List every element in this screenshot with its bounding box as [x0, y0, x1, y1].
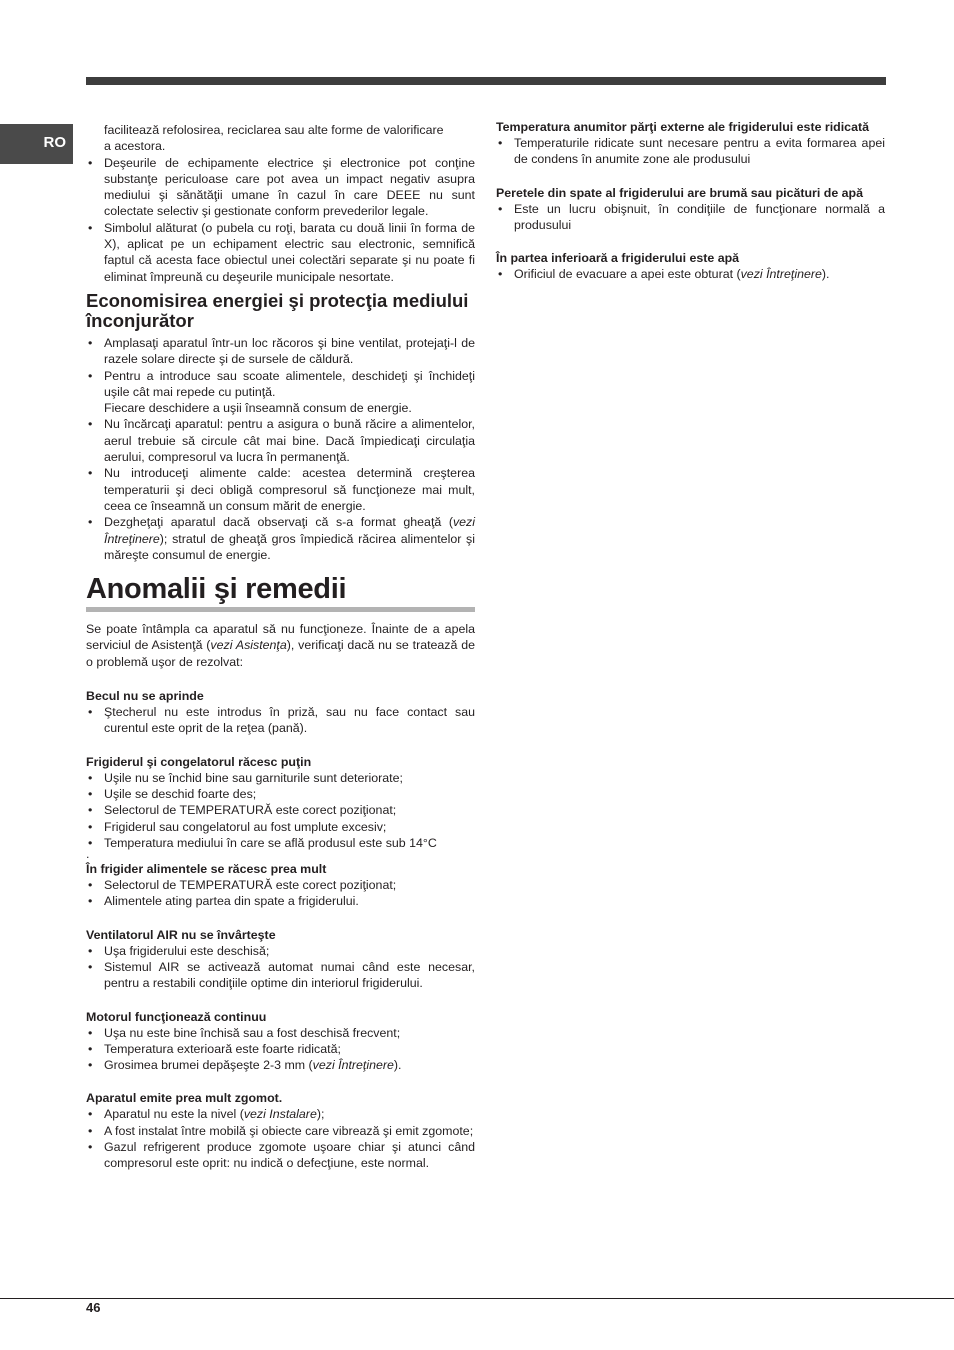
- section-title: Aparatul emite prea mult zgomot.: [86, 1091, 283, 1106]
- list-item: • Temperatura exterioară este foarte ridicată;: [86, 1041, 475, 1057]
- water-list: [496, 266, 885, 282]
- external-list: [496, 135, 885, 168]
- list-item: • Grosimea brumei depăşeşte 2-3 mm (vezi Întreţinere).: [86, 1057, 475, 1073]
- list-item: • Simbolul alăturat (o pubela cu roţi, barata cu două linii în forma de X), aplicat pe un echipament electric sau electronic, semnifică faptul că acesta face obiectul unei colectări separate şi nu poate fi eliminat împreună cu deşeurile municipale nesortate.: [86, 220, 475, 285]
- frost-list: [496, 201, 885, 234]
- page-title: Anomalii şi remedii: [86, 573, 475, 612]
- list-item: • Uşa frigiderului este deschisă;: [86, 943, 475, 959]
- noise-list: [86, 1106, 475, 1171]
- list-item: • Pentru a introduce sau scoate alimentele, deschideţi şi închideţi uşile cât mai repede cu putinţă. Fiecare deschidere a uşii înseamnă consum de energie.: [86, 368, 475, 417]
- stray-dot: .: [86, 847, 90, 862]
- list-item: • Selectorul de TEMPERATURĂ este corect poziţionat;: [86, 877, 475, 893]
- list-item: • Uşile nu se închid bine sau garniturile sunt deteriorate;: [86, 770, 475, 786]
- cool-much-list: [86, 877, 475, 910]
- list-item: • Aparatul nu este la nivel (vezi Instalare);: [86, 1106, 475, 1122]
- top-rule: [86, 77, 886, 85]
- energy-heading: Economisirea energiei şi protecţia mediului înconjurător: [86, 289, 469, 331]
- section-title: Peretele din spate al frigiderului are brumă sau picături de apă: [496, 185, 864, 200]
- list-item: • Alimentele ating partea din spate a frigiderului.: [86, 893, 475, 909]
- list-item: • Nu introduceţi alimente calde: acestea determină creşterea temperaturii şi deci obligă compresorul să funcţioneze mai mult, ceea ce înseamnă un consum mărit de energie.: [86, 465, 475, 514]
- list-item: • Dezgheţaţi aparatul dacă observaţi că s-a format gheaţă (vezi Întreţinere); stratul de gheaţă gros împiedică răcirea alimentelor şi măreşte consumul de energie.: [86, 514, 475, 563]
- section-title: Frigiderul şi congelatorul răcesc puţin: [86, 754, 312, 769]
- continued-paragraph: facilitează refolosirea, reciclarea sau alte forme de valorificare a acestora.: [104, 123, 444, 154]
- list-item: • Frigiderul sau congelatorul au fost umplute excesiv;: [86, 819, 475, 835]
- list-item: • Orificiul de evacuare a apei este obturat (vezi Întreţinere).: [496, 266, 885, 282]
- fan-list: [86, 943, 475, 992]
- section-title: În partea inferioară a frigiderului este apă: [496, 251, 740, 266]
- bulb-list: [86, 704, 475, 737]
- waste-list: [86, 155, 475, 285]
- right-column: [496, 119, 885, 282]
- language-tab: [0, 124, 73, 164]
- list-item: • Temperatura mediului în care se află produsul este sub 14°C: [86, 835, 475, 851]
- list-item: • Temperaturile ridicate sunt necesare pentru a evita formarea apei de condens în anumite zone ale produsului: [496, 135, 885, 168]
- energy-list: [86, 335, 475, 563]
- list-item: • A fost instalat între mobilă şi obiecte care vibrează şi emit zgomote;: [86, 1123, 475, 1139]
- list-item: • Amplasaţi aparatul într-un loc răcoros şi bine ventilat, protejaţi-l de razele solare directe şi de sursele de căldură.: [86, 335, 475, 368]
- list-item: • Uşa nu este bine închisă sau a fost deschisă frecvent;: [86, 1025, 475, 1041]
- section-title: În frigider alimentele se răcesc prea mult: [86, 862, 327, 877]
- cool-little-list: [86, 770, 475, 851]
- list-item: • Deşeurile de echipamente electrice şi electronice pot conţine substanţe periculoase care pot avea un impact negativ asupra mediului şi sănătăţii umane în cazul în care DEEE nu sunt colectate selectiv şi gestionate conform prevederilor legale.: [86, 155, 475, 220]
- section-title: Motorul funcţionează continuu: [86, 1009, 267, 1024]
- section-title: Ventilatorul AIR nu se învârteşte: [86, 927, 276, 942]
- intro-paragraph: Se poate întâmpla ca aparatul să nu funcţioneze. Înainte de a apela serviciul de Asistenţă (vezi Asistenţa), verificaţi dacă nu se tratează de o problemă uşor de rezolvat:: [86, 622, 475, 669]
- motor-list: [86, 1025, 475, 1074]
- list-item: • Uşile se deschid foarte des;: [86, 786, 475, 802]
- list-item: • Este un lucru obişnuit, în condiţiile de funcţionare normală a produsului: [496, 201, 885, 234]
- section-title: Temperatura anumitor părţi externe ale frigiderului este ridicată: [496, 120, 869, 134]
- list-item: • Selectorul de TEMPERATURĂ este corect poziţionat;: [86, 802, 475, 818]
- list-item: • Gazul refrigerent produce zgomote uşoare chiar şi atunci când compresorul este oprit: nu indică o defecţiune, este normal.: [86, 1139, 475, 1172]
- language-label: RO: [43, 134, 66, 151]
- footer-rule: [0, 1298, 954, 1299]
- list-item: • Ştecherul nu este introdus în priză, sau nu face contact sau curentul este oprit de la reţea (pană).: [86, 704, 475, 737]
- list-item: • Sistemul AIR se activează automat numai când este necesar, pentru a restabili condiţiile optime din interiorul frigiderului.: [86, 959, 475, 992]
- section-title: Becul nu se aprinde: [86, 689, 204, 704]
- list-item: • Nu încărcaţi aparatul: pentru a asigura o bună răcire a alimentelor, aerul trebuie să circule cât mai bine. Dacă împiedicaţi circulaţia aerului, compresorul va lucra în permanenţă.: [86, 416, 475, 465]
- page-number: 46: [86, 1300, 101, 1315]
- left-column: [86, 122, 475, 1172]
